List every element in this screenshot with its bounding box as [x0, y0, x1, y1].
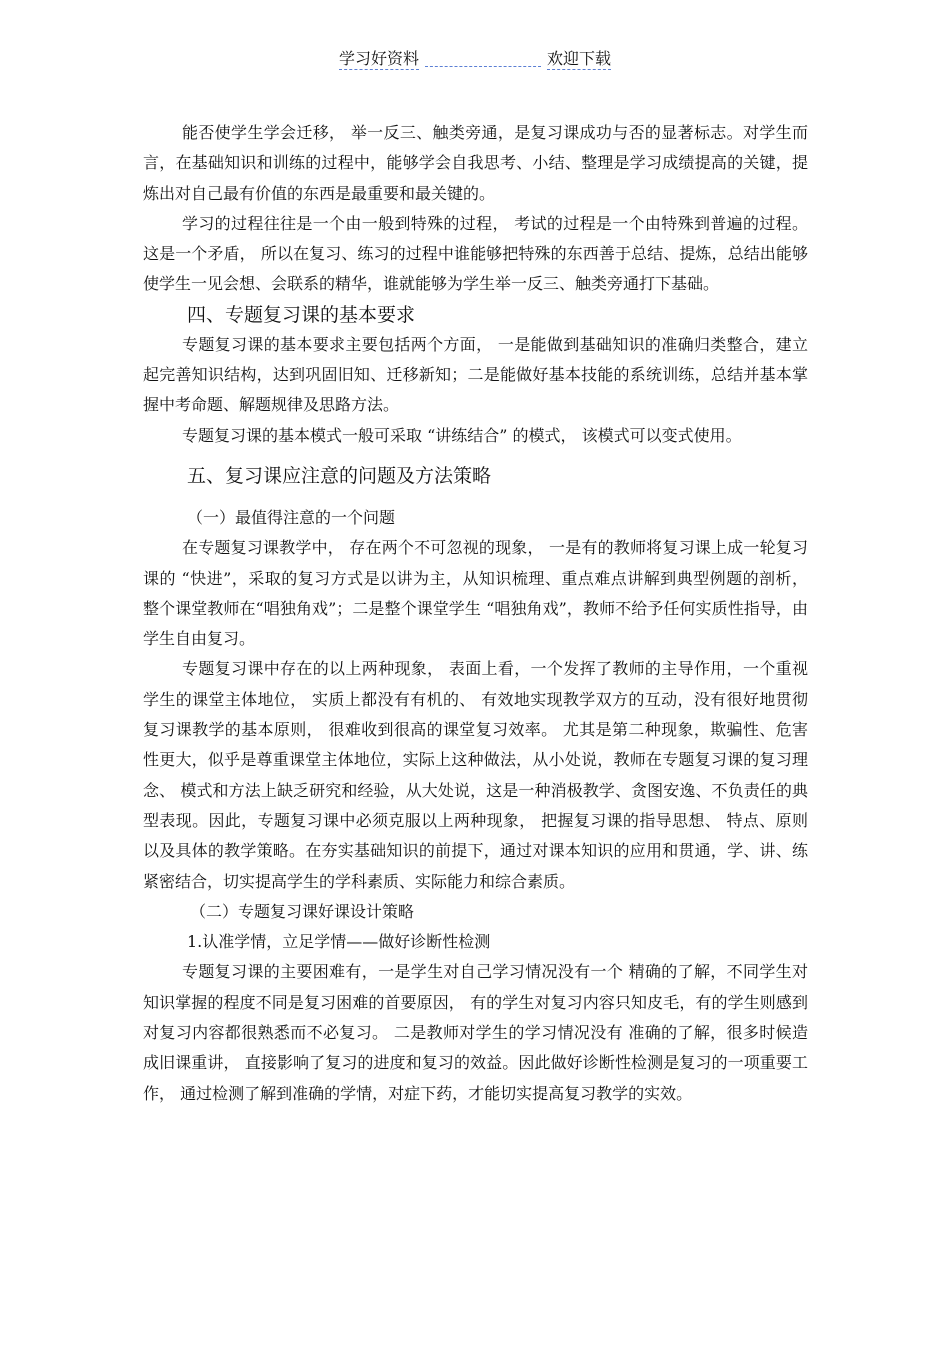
subsection-heading-3: 1.认准学情，立足学情——做好诊断性检测: [187, 932, 491, 952]
document-body: [143, 118, 808, 1109]
header-dashed-rule: [425, 65, 541, 67]
section-heading-4: 四、专题复习课的基本要求: [187, 303, 416, 326]
paragraph-4: 专题复习课的基本模式一般可采取 “讲练结合” 的模式， 该模式可以变式使用。: [182, 425, 742, 445]
subsection-heading-2: （二）专题复习课好课设计策略: [190, 901, 415, 921]
header-left-text: 学习好资料: [338, 49, 419, 68]
subsection-heading-1: （一）最值得注意的一个问题: [187, 507, 396, 527]
paragraph-3: 专题复习课的基本要求主要包括两个方面， 一是能做到基础知识的准确归类整合，建立起完善知识结构，达到巩固旧知、迁移新知；二是能做好基本技能的系统训练，总结并基本掌握中考命题、解题规律及思路方法。: [143, 334, 808, 415]
header-right-text: 欢迎下载: [547, 49, 612, 68]
paragraph-1: 能否使学生学会迁移， 举一反三、触类旁通，是复习课成功与否的显著标志。对学生而言，在基础知识和训练的过程中，能够学会自我思考、小结、整理是学习成绩提高的关键，提炼出对自己最有价值的东西是最重要和最关键的。: [143, 123, 808, 203]
paragraph-5: 在专题复习课教学中， 存在两个不可忽视的现象， 一是有的教师将复习课上成一轮复习课的 “快进”，采取的复习方式是以讲为主，从知识梳理、重点难点讲解到典型例题的剖析， 整个课堂教师在“唱独角戏”；二是整个课堂学生 “唱独角戏”，教师不给予任何实质性指导，由学生自由复习。: [143, 538, 808, 649]
page-header: [0, 48, 950, 70]
paragraph-7: 专题复习课的主要困难有，一是学生对自己学习情况没有一个 精确的了解，不同学生对知识掌握的程度不同是复习困难的首要原因， 有的学生对复习内容只知皮毛，有的学生则感到对复习内容都很熟悉而不必复习。 二是教师对学生的学习情况没有 准确的了解，很多时候造成旧课重讲， 直接影响了复习的进度和复习的效益。因此做好诊断性检测是复习的一项重要工作， 通过检测了解到准确的学情，对症下药，才能切实提高复习教学的实效。: [143, 962, 808, 1103]
paragraph-2: 学习的过程往往是一个由一般到特殊的过程， 考试的过程是一个由特殊到普遍的过程。这是一个矛盾， 所以在复习、练习的过程中谁能够把特殊的东西善于总结、提炼，总结出能够使学生一见会想、会联系的精华，谁就能够为学生举一反三、触类旁通打下基础。: [143, 213, 808, 294]
paragraph-6: 专题复习课中存在的以上两种现象， 表面上看，一个发挥了教师的主导作用，一个重视学生的课堂主体地位， 实质上都没有有机的、 有效地实现教学双方的互动，没有很好地贯彻复习课教学的基本原则， 很难收到很高的课堂复习效率。 尤其是第二种现象，欺骗性、危害性更大，似乎是尊重课堂主体地位，实际上这种做法，从小处说，教师在专题复习课的复习理念、 模式和方法上缺乏研究和经验，从大处说，这是一种消极教学、贪图安逸、不负责任的典型表现。因此，专题复习课中必须克服以上两种现象， 把握复习课的指导思想、 特点、原则以及具体的教学策略。在夯实基础知识的前提下，通过对课本知识的应用和贯通，学、讲、练紧密结合，切实提高学生的学科素质、实际能力和综合素质。: [143, 659, 808, 891]
section-heading-5: 五、复习课应注意的问题及方法策略: [187, 464, 492, 487]
